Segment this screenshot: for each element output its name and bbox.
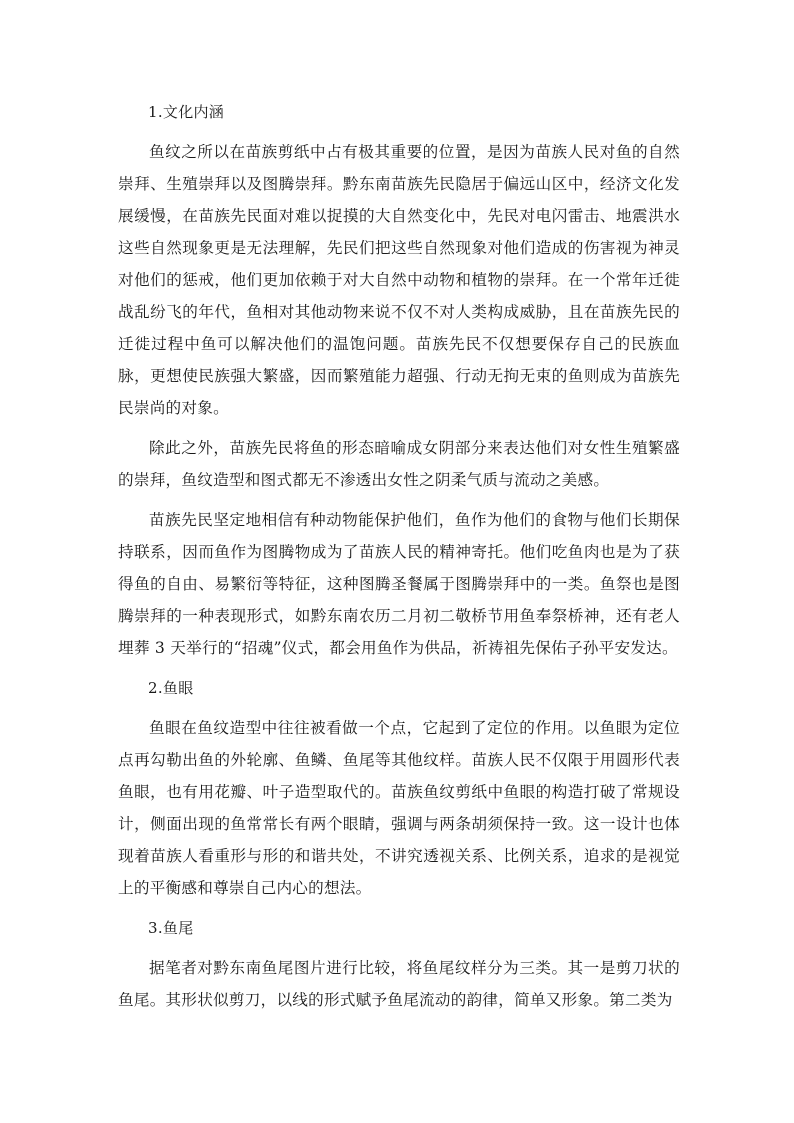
body-paragraph: 据笔者对黔东南鱼尾图片进行比较，将鱼尾纹样分为三类。其一是剪刀状的鱼尾。其形状似剪刀，以线的形式赋予鱼尾流动的韵律，简单又形象。第二类为 [118, 959, 680, 1009]
section-heading: 1.文化内涵 [148, 103, 225, 121]
body-paragraph: 鱼纹之所以在苗族剪纸中占有极其重要的位置，是因为苗族人民对鱼的自然崇拜、生殖崇拜以及图腾崇拜。黔东南苗族先民隐居于偏远山区中，经济文化发展缓慢，在苗族先民面对难以捉摸的大自然变化中，先民对电闪雷击、地震洪水这些自然现象更是无法理解，先民们把这些自然现象对他们造成的伤害视为神灵对他们的惩戒，他们更加依赖于对大自然中动物和植物的崇拜。在一个常年迁徙战乱纷飞的年代，鱼相对其他动物来说不仅不对人类构成威胁，且在苗族先民的迁徙过程中鱼可以解决他们的温饱问题。苗族先民不仅想要保存自己的民族血脉，更想使民族强大繁盛，因而繁殖能力超强、行动无拘无束的鱼则成为苗族先民崇尚的对象。 [118, 143, 680, 417]
body-paragraph: 鱼眼在鱼纹造型中往往被看做一个点，它起到了定位的作用。以鱼眼为定位点再勾勒出鱼的外轮廓、鱼鳞、鱼尾等其他纹样。苗族人民不仅限于用圆形代表鱼眼，也有用花瓣、叶子造型取代的。苗族鱼纹剪纸中鱼眼的构造打破了常规设计，侧面出现的鱼常常长有两个眼睛，强调与两条胡须保持一致。这一设计也体现着苗族人看重形与形的和谐共处，不讲究透视关系、比例关系，追求的是视觉上的平衡感和尊崇自己内心的想法。 [118, 719, 680, 897]
section-heading: 2.鱼眼 [148, 679, 194, 697]
body-paragraph: 除此之外，苗族先民将鱼的形态暗喻成女阴部分来表达他们对女性生殖繁盛的崇拜，鱼纹造型和图式都无不渗透出女性之阴柔气质与流动之美感。 [118, 439, 680, 489]
section-fish-tail [118, 912, 680, 1016]
body-paragraph: 苗族先民坚定地相信有种动物能保护他们，鱼作为他们的食物与他们长期保持联系，因而鱼作为图腾物成为了苗族人民的精神寄托。他们吃鱼肉也是为了获得鱼的自由、易繁衍等特征，这种图腾圣餐属于图腾崇拜中的一类。鱼祭也是图腾崇拜的一种表现形式，如黔东南农历二月初二敬桥节用鱼奉祭桥神，还有老人埋葬 3 天举行的“招魂”仪式，都会用鱼作为供品，祈祷祖先保佑子孙平安发达。 [118, 511, 680, 657]
section-cultural-meaning [118, 96, 680, 664]
document-page [118, 96, 680, 1024]
section-fish-eye [118, 672, 680, 904]
section-heading: 3.鱼尾 [148, 919, 194, 937]
